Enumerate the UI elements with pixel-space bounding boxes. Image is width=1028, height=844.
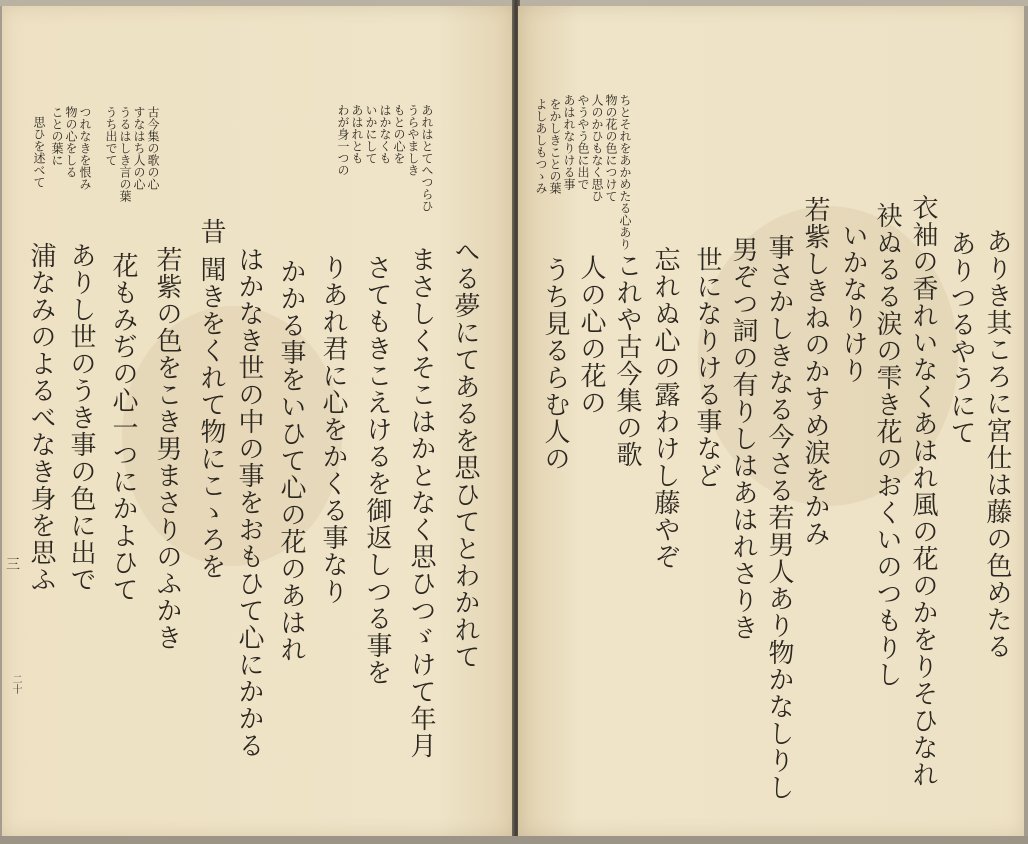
small-column: 物の花の色につけて <box>604 94 618 202</box>
small-column: もとの心を <box>392 104 406 164</box>
small-column: すなはち人の心 <box>132 106 146 190</box>
main-column: ありし世のうき事の色に出で <box>66 242 96 593</box>
main-column: 事さかしきなる今さる若男人あり物かなしりし <box>764 234 794 801</box>
small-column: ちとそれをあかめたる心あり <box>618 94 632 250</box>
small-column: ことの葉に <box>50 106 64 166</box>
main-column: 若紫しきねのかすめ涙をかみ <box>800 196 830 547</box>
main-column: 世になりける事など <box>692 246 722 489</box>
main-column: ありき其ころに宮仕は藤の色めたる <box>982 228 1012 660</box>
small-column: あはれなりける事 <box>562 94 576 190</box>
folio-small: 二十 <box>10 674 21 694</box>
small-column: いかにして <box>364 104 378 164</box>
small-column: あれはとてへつらひ <box>420 104 434 212</box>
main-column: へる夢にてあるを思ひてとわかれて <box>450 238 480 670</box>
small-column: あはれとも <box>350 104 364 164</box>
main-column: 若紫の色をこき男まさりのふかき <box>152 246 182 651</box>
small-column: をかしきことの葉 <box>548 98 562 194</box>
small-column: うらやましき <box>406 104 420 176</box>
bottom-edge <box>0 836 1028 844</box>
small-column: 古今集の歌の心 <box>146 106 160 190</box>
small-column: 人のかひもなく思ひ <box>590 94 604 202</box>
main-column: さてもきこえけるを御返しつる事を <box>362 254 392 686</box>
main-column: 聞きをくれて物にこゝろを <box>196 256 226 580</box>
left-page <box>2 6 514 836</box>
small-column: はかなくも <box>378 104 392 164</box>
main-column: りあれ君に心をかくる事なり <box>318 254 348 605</box>
main-column: 忘れぬ心の露わけし藤やぞ <box>650 246 680 570</box>
small-column: やうやう色に出で <box>576 94 590 190</box>
small-column: 思ひを述べて <box>32 116 46 188</box>
main-column: 男ぞつ詞の有りしはあはれさりき <box>728 236 758 641</box>
right-page <box>518 6 1024 836</box>
main-column: 袂ぬるる涙の雫き花のおくいのつもりし <box>872 202 902 688</box>
main-column: 衣袖の香れいなくあはれ風の花のかをりそひなれ <box>908 194 938 788</box>
main-column: ありつるやうにて <box>946 230 976 446</box>
main-column: かかる事をいひて心の花のあはれ <box>276 258 306 663</box>
main-column: まさしくそこはかとなく思ひつゞけて年月 <box>406 246 436 759</box>
small-column: うち出でて <box>104 106 118 166</box>
main-column: 花もみぢの心一つにかよひて <box>108 252 138 603</box>
head-word: 昔 <box>196 218 226 245</box>
small-column: うるはしき言の葉 <box>118 106 132 202</box>
small-column: 物の心をしる <box>64 106 78 178</box>
main-column: 人の心の花の <box>576 254 606 416</box>
main-column: 浦なみのよるべなき身を思ふ <box>26 242 56 593</box>
main-column: これや古今集の歌 <box>612 252 642 468</box>
main-column: いかなりけり <box>838 222 868 384</box>
main-column: はかなき世の中の事をおもひて心にかかる <box>234 246 264 759</box>
folio-number: 三 <box>6 557 20 573</box>
small-column: わが身一つの <box>336 104 350 176</box>
small-column: つれなきを恨み <box>78 106 92 190</box>
small-column: よしあしもつゝみ <box>534 98 548 194</box>
main-column: うち見るらむ人の <box>540 256 570 472</box>
